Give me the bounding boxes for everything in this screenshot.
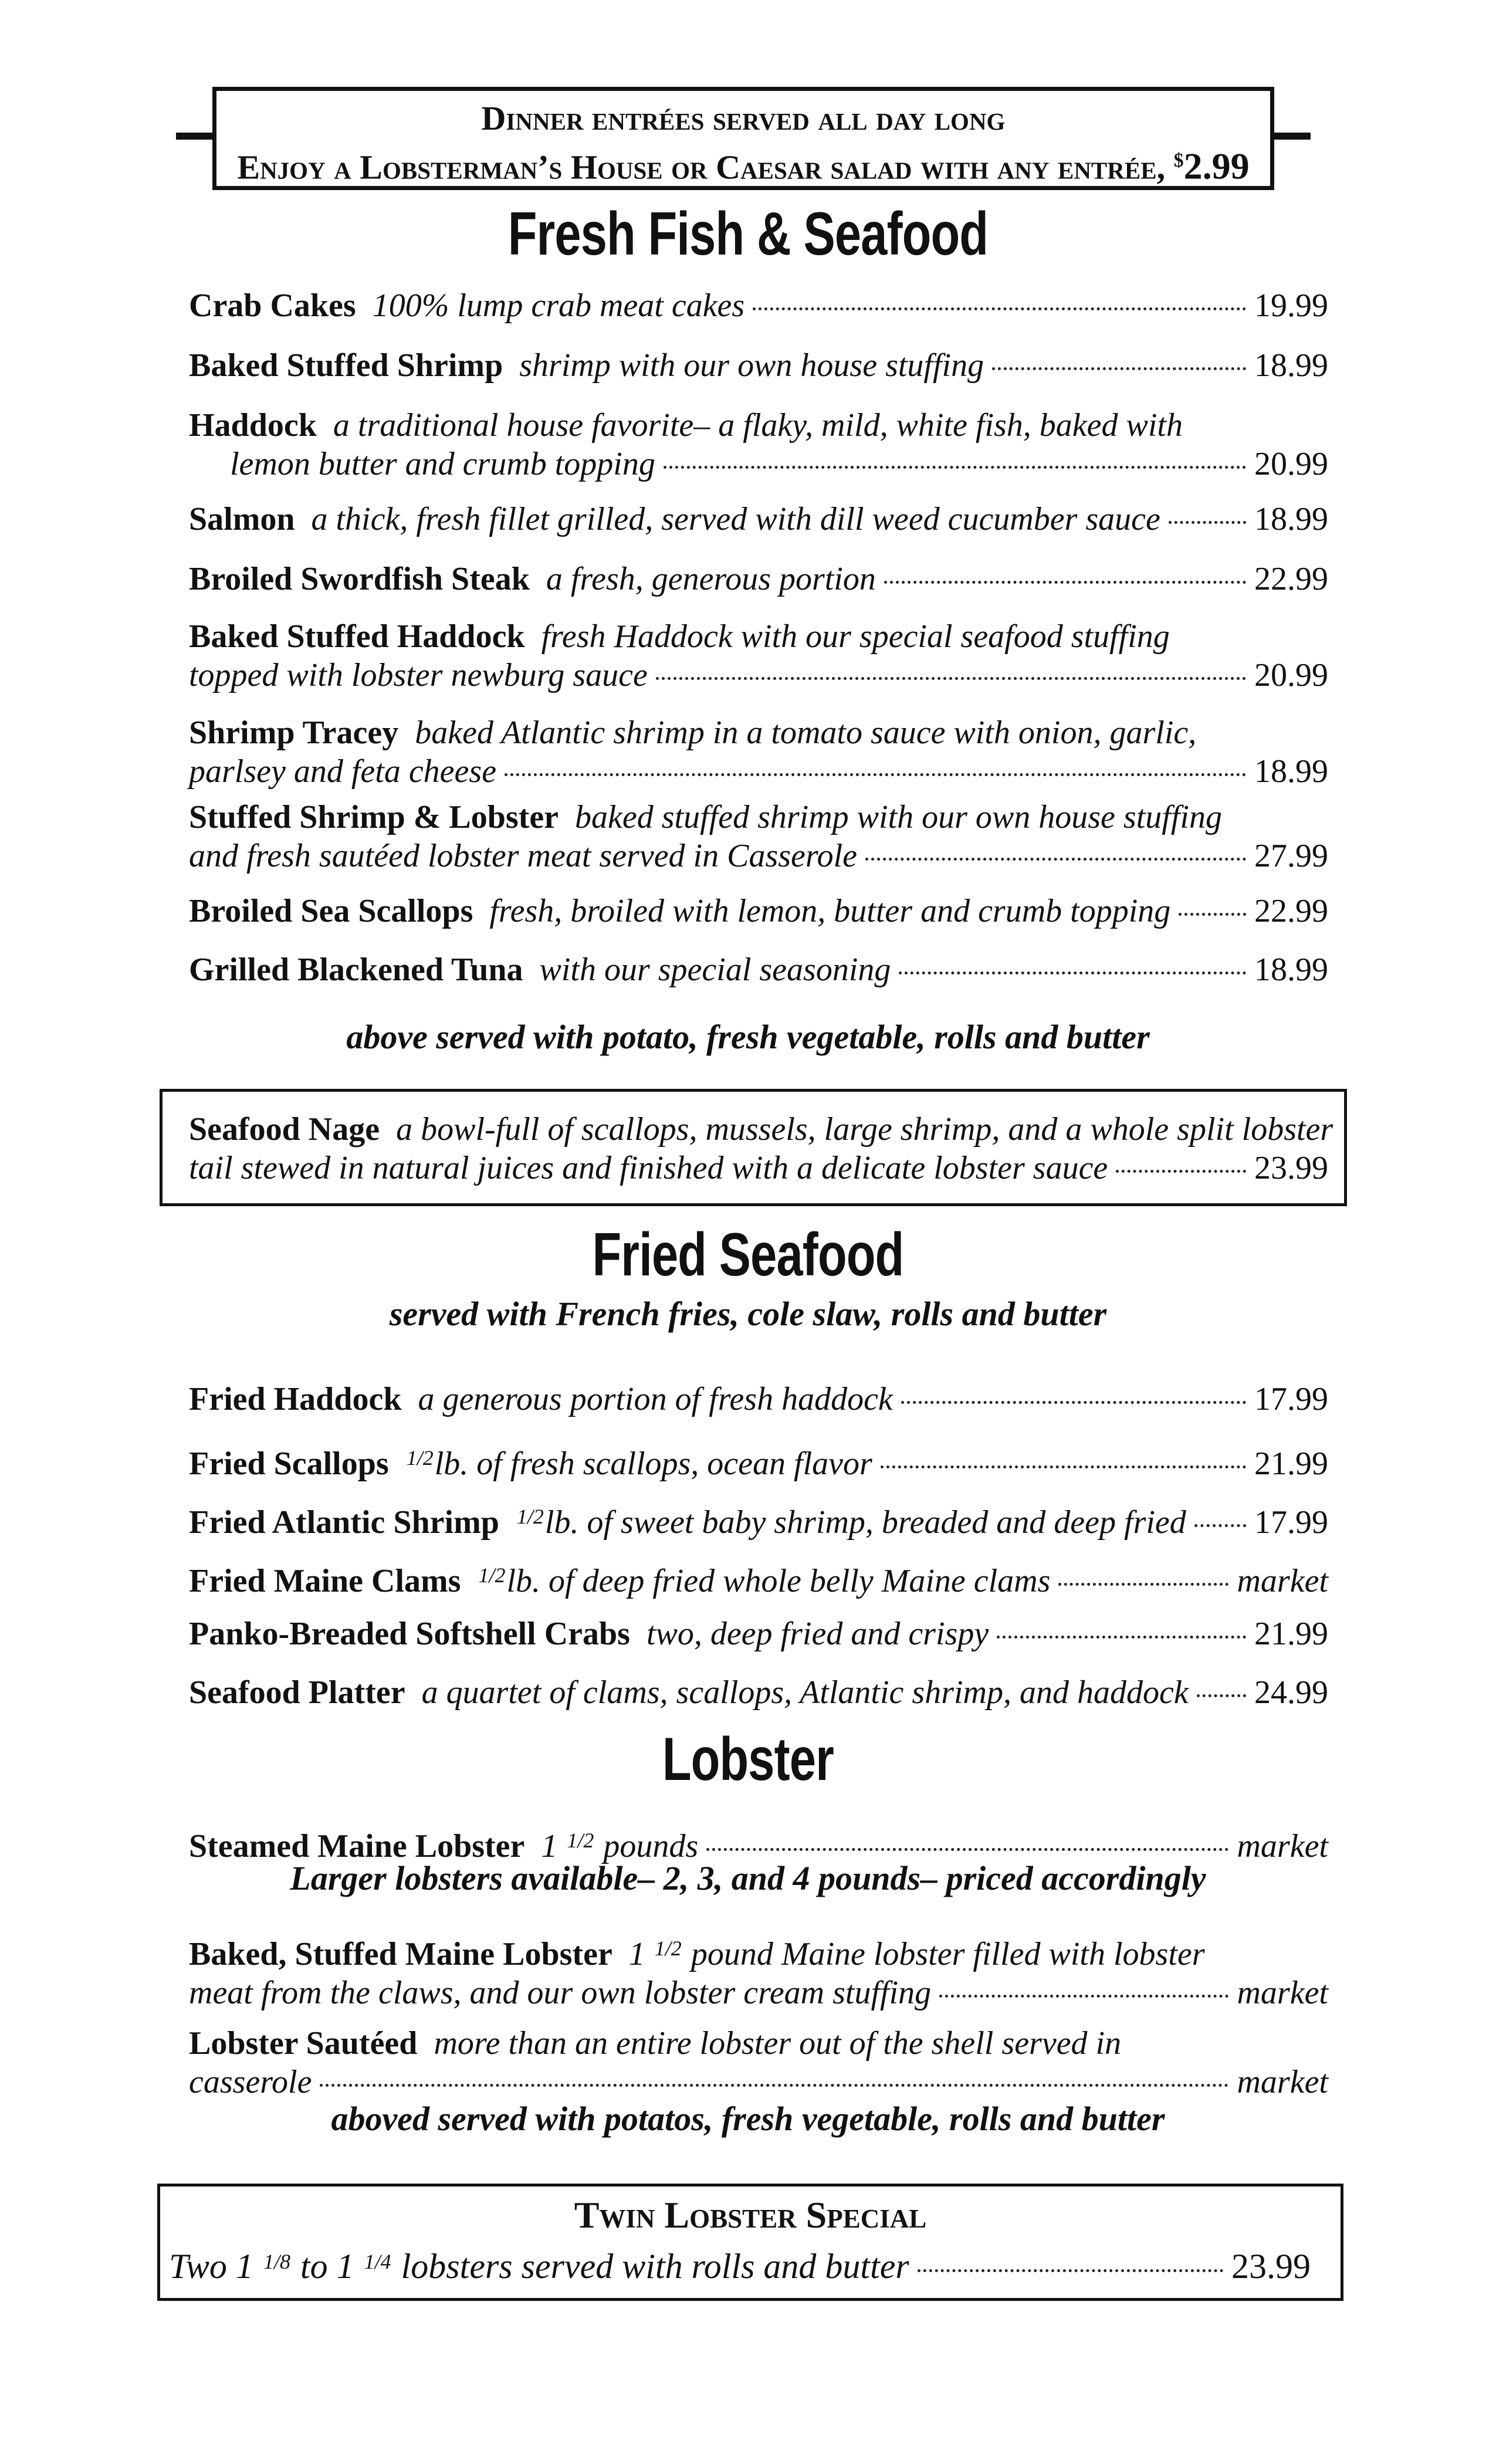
item-desc: a quartet of clams, scallops, Atlantic shrimp, and haddock [421,1674,1189,1711]
item-price: 23.99 [1254,1150,1328,1186]
fraction-quarter: 1/4 [364,2250,391,2273]
item-price: 21.99 [1254,1446,1328,1482]
section-title-fresh: Fresh Fish & Seafood [507,200,989,268]
item-name: Seafood Nage [189,1111,380,1148]
lobster-served-note: aboved served with potatos, fresh vegetable, rolls and butter [331,2100,1165,2138]
item-desc: 100% lump crab meat cakes [372,287,745,324]
item-desc-2: casserole [189,2064,312,2100]
fraction-half: 1/2 [654,1937,682,1960]
leader-dots [753,307,1246,310]
menu-item-grilled-blackened-tuna [189,950,1328,989]
menu-item-fried-scallops [189,1439,1328,1483]
leader-dots [992,367,1246,370]
leader-dots [881,1465,1246,1468]
menu-item-seafood-platter [189,1673,1328,1712]
item-desc: a generous portion of fresh haddock [418,1381,893,1417]
item-name: Grilled Blackened Tuna [189,952,523,988]
item-name: Broiled Swordfish Steak [189,561,530,597]
leader-dots [1116,1170,1246,1173]
item-desc-2: lemon butter and crumb topping [230,446,655,482]
menu-item-fried-maine-clams [189,1556,1328,1600]
item-name: Baked, Stuffed Maine Lobster [189,1936,612,1972]
banner-price: 2.99 [1183,145,1250,187]
item-name: Fried Maine Clams [189,1563,461,1599]
item-price: market [1237,1563,1328,1599]
leader-dots [664,466,1246,469]
menu-item-haddock [189,406,1328,483]
item-name: Crab Cakes [189,287,356,324]
item-desc: a fresh, generous portion [546,561,876,597]
item-desc-2: parlsey and feta cheese [189,753,497,790]
banner-price-symbol: $ [1173,150,1184,171]
fraction-eighth: 1/8 [263,2250,290,2273]
banner-rule-left [176,133,215,140]
section-title-lobster: Lobster [662,1725,834,1793]
twin-lobster-title: Twin Lobster Special [574,2194,927,2236]
item-name: Fried Scallops [189,1446,389,1482]
item-desc-2: tail stewed in natural juices and finished with a delicate lobster sauce [189,1150,1108,1186]
item-name: Baked Stuffed Haddock [189,618,525,655]
item-name: Steamed Maine Lobster [189,1828,525,1864]
item-name: Fried Atlantic Shrimp [189,1504,499,1541]
item-price: 21.99 [1254,1616,1328,1652]
item-desc: baked stuffed shrimp with our own house stuffing [575,799,1222,835]
item-price: 19.99 [1254,287,1328,324]
menu-item-baked-stuffed-lobster [189,1929,1328,2012]
item-desc-2: topped with lobster newburg sauce [189,657,648,693]
banner-rule-right [1272,133,1311,140]
item-price: market [1237,1828,1328,1864]
item-desc: baked Atlantic shrimp in a tomato sauce with onion, garlic, [415,715,1197,751]
leader-dots [939,1995,1228,1998]
leader-dots [656,677,1246,680]
menu-item-crab-cakes [189,286,1328,325]
fraction-half: 1/2 [516,1505,544,1528]
menu-item-seafood-nage [189,1110,1333,1187]
item-desc: pounds [603,1828,699,1864]
item-desc: shrimp with our own house stuffing [519,347,984,384]
menu-item-salmon [189,500,1328,539]
twin-pre: Two 1 [169,2247,253,2286]
item-price: 18.99 [1254,347,1328,384]
menu-item-lobster-sauteed [189,2024,1328,2101]
item-price: market [1237,1975,1328,2011]
item-desc: lb. of deep fried whole belly Maine clams [506,1563,1051,1599]
menu-item-panko-softshell-crabs [189,1615,1328,1653]
section-title-fried: Fried Seafood [592,1221,904,1289]
leader-dots [706,1848,1228,1851]
item-desc: a thick, fresh fillet grilled, served with dill weed cucumber sauce [311,501,1160,537]
item-desc: fresh Haddock with our special seafood stuffing [541,618,1170,655]
leader-dots [901,1401,1246,1404]
item-price: 17.99 [1254,1504,1328,1541]
leader-dots [899,972,1246,974]
leader-dots [1194,1524,1246,1527]
fraction-half: 1/2 [478,1563,506,1587]
menu-item-fried-haddock [189,1380,1328,1419]
item-name: Broiled Sea Scallops [189,893,473,929]
item-desc: lb. of sweet baby shrimp, breaded and deep fried [544,1504,1186,1541]
menu-item-stuffed-shrimp-lobster [189,798,1328,875]
item-name: Baked Stuffed Shrimp [189,347,503,384]
menu-item-baked-stuffed-shrimp [189,346,1328,385]
fraction-half: 1/2 [567,1829,594,1852]
leader-dots [918,2269,1223,2272]
banner-line2-text: Enjoy a Lobsterman’s House or Caesar salad with any entrée, [237,148,1166,187]
larger-lobsters-note: Larger lobsters available– 2, 3, and 4 pounds– priced accordingly [290,1859,1206,1897]
item-qty-whole: 1 [541,1828,558,1864]
fried-served-note: served with French fries, cole slaw, rolls and butter [389,1295,1107,1333]
item-desc: with our special seasoning [539,952,891,988]
menu-item-shrimp-tracey [189,713,1328,791]
fresh-served-note: above served with potato, fresh vegetable, rolls and butter [346,1018,1150,1056]
item-price: 18.99 [1254,753,1328,790]
item-desc: more than an entire lobster out of the shell served in [434,2025,1122,2062]
menu-item-broiled-swordfish [189,560,1328,598]
twin-lobster-line [169,2242,1311,2286]
item-desc: two, deep fried and crispy [646,1616,989,1652]
item-name: Haddock [189,407,317,444]
item-price: 22.99 [1254,561,1328,597]
menu-item-broiled-sea-scallops [189,892,1328,930]
item-desc: a traditional house favorite– a flaky, mild, white fish, baked with [333,407,1183,444]
leader-dots [1058,1583,1228,1586]
item-name: Fried Haddock [189,1381,402,1417]
fraction-half: 1/2 [406,1446,434,1470]
leader-dots [884,581,1246,584]
item-price: 17.99 [1254,1381,1328,1417]
item-qty-whole: 1 [628,1936,645,1972]
item-desc: pound Maine lobster filled with lobster [691,1936,1205,1972]
item-name: Salmon [189,501,295,537]
leader-dots [1179,913,1246,916]
item-price: 18.99 [1254,501,1328,537]
twin-mid: to 1 [300,2247,354,2286]
item-desc: lb. of fresh scallops, ocean flavor [434,1446,872,1482]
item-price: 20.99 [1254,657,1328,693]
leader-dots [505,773,1246,776]
item-name: Shrimp Tracey [189,715,399,751]
item-price: 20.99 [1254,446,1328,482]
item-price: 18.99 [1254,952,1328,988]
banner-box [212,87,1274,190]
item-name: Stuffed Shrimp & Lobster [189,799,559,835]
menu-item-fried-atlantic-shrimp [189,1497,1328,1542]
leader-dots [997,1636,1246,1639]
item-price: 23.99 [1231,2247,1311,2286]
item-name: Lobster Sautéed [189,2025,418,2062]
item-desc: a bowl-full of scallops, mussels, large shrimp, and a whole split lobster [396,1111,1333,1148]
item-desc: fresh, broiled with lemon, butter and crumb topping [489,893,1171,929]
leader-dots [1197,1694,1246,1697]
twin-desc: lobsters served with rolls and butter [401,2247,909,2286]
menu-item-baked-stuffed-haddock [189,617,1328,695]
banner-line1: Dinner entrées served all day long [481,99,1006,137]
item-name: Seafood Platter [189,1674,405,1711]
banner-line2 [216,139,1270,189]
item-desc-2: meat from the claws, and our own lobster cream stuffing [189,1975,932,2011]
leader-dots [320,2084,1228,2087]
leader-dots [1169,521,1246,524]
item-price: 27.99 [1254,838,1328,874]
item-price: market [1237,2064,1328,2100]
item-name: Panko-Breaded Softshell Crabs [189,1616,630,1652]
leader-dots [865,858,1246,861]
item-desc-2: and fresh sautéed lobster meat served in Casserole [189,838,858,874]
item-price: 24.99 [1254,1674,1328,1711]
item-price: 22.99 [1254,893,1328,929]
